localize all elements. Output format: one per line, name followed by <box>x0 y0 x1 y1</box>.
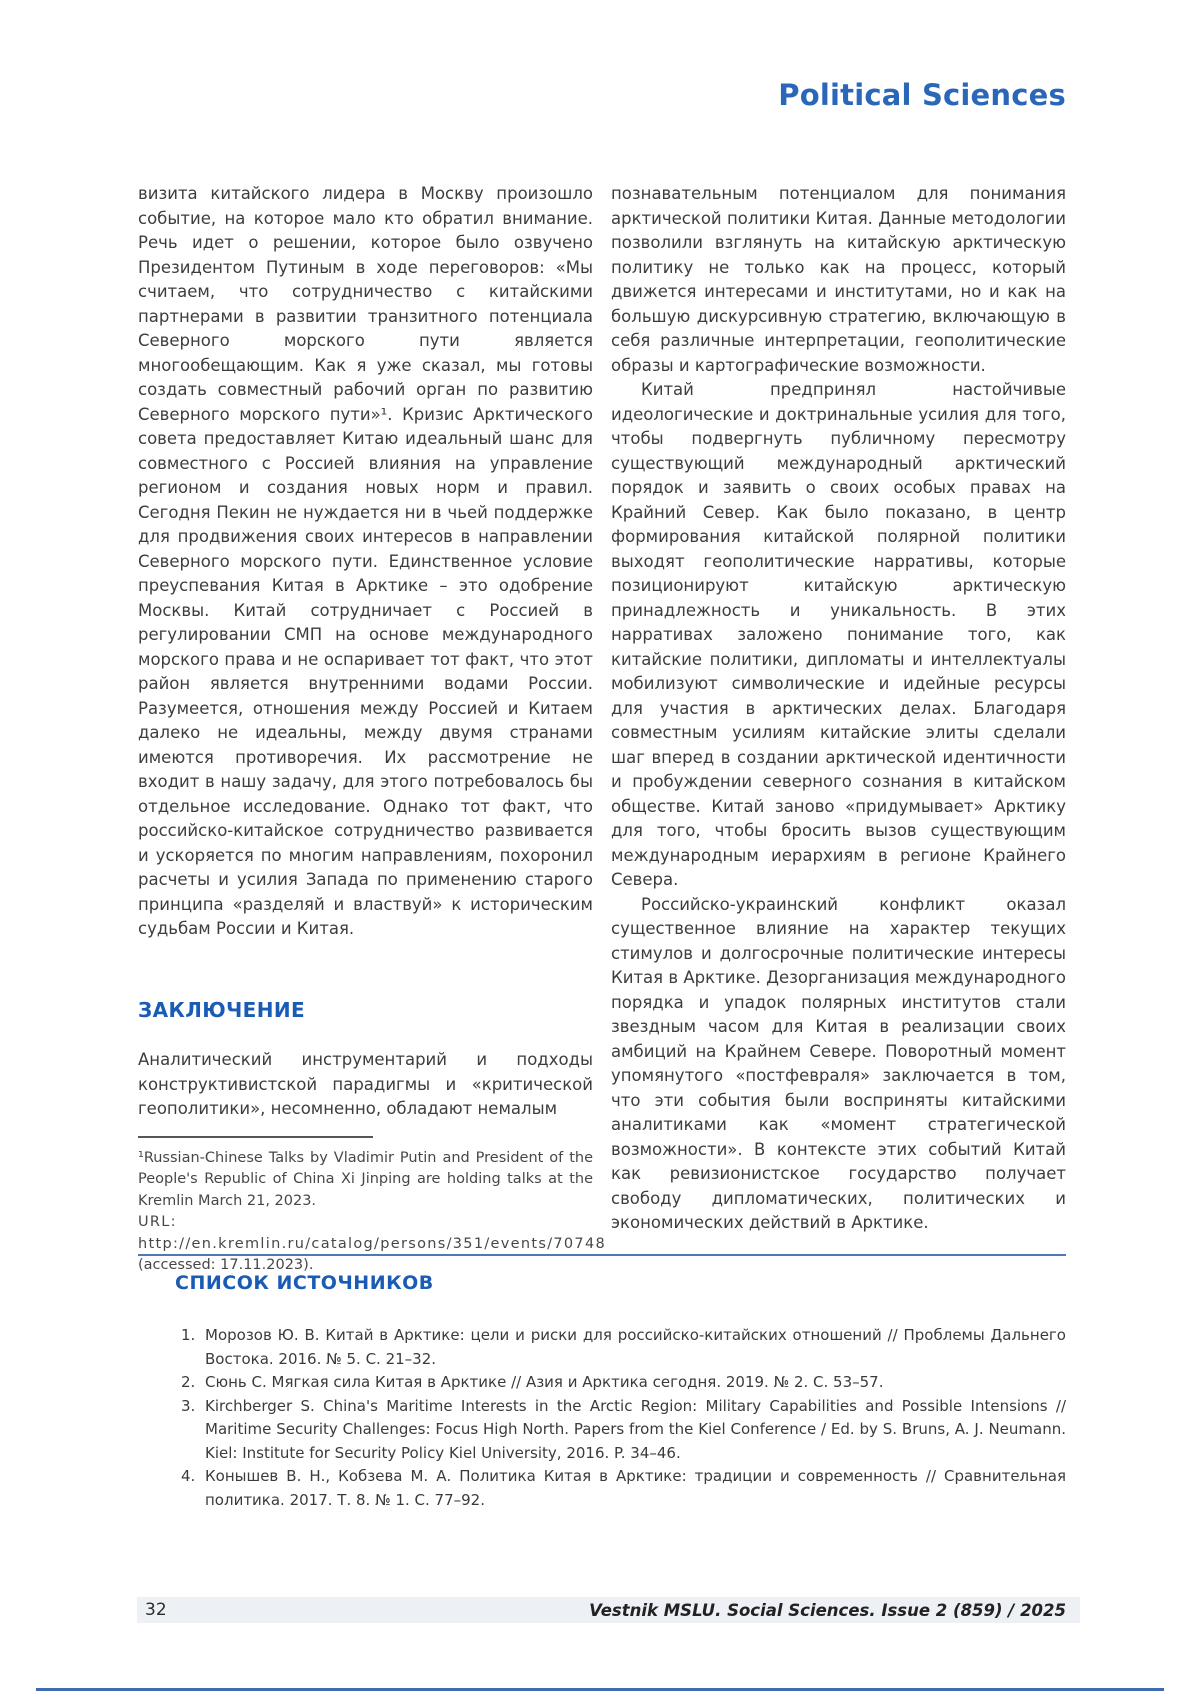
reference-number: 1. <box>181 1326 196 1344</box>
reference-number: 2. <box>181 1373 196 1391</box>
page-number: 32 <box>145 1600 167 1620</box>
reference-item <box>175 1324 1066 1371</box>
body-paragraph: Китай предпринял настойчивые идеологические и доктринальные усилия для того, чтобы подвергнуть публичному пересмотру существующий международный арктический порядок и заявить о своих особых правах на Крайний Север. Как было показано, в центр формирования китайской полярной политики выходят геополитические нарративы, которые позиционируют китайскую арктическую принадлежность и уникальность. В этих нарративах заложено понимание того, как китайские политики, дипломаты и интеллектуалы мобилизуют символические и идейные ресурсы для участия в арктических делах. Благодаря совместным усилиям китайские элиты сделали шаг вперед в создании арктической идентичности и пробуждении северного сознания в китайском обществе. Китай заново «придумывает» Арктику для того, чтобы бросить вызов существующим международным иерархиям в регионе Крайнего Севера. <box>611 380 1066 889</box>
bottom-border-line <box>36 1688 1164 1691</box>
reference-number: 3. <box>181 1396 196 1415</box>
sources-divider <box>138 1254 1066 1256</box>
reference-text: Kirchberger S. China's Maritime Interests in the Arctic Region: Military Capabilities and Possible Intensions // Maritime Security Challenges: Focus High North. Papers from the Kiel Conference / Ed. by S. Bruns, A. J. Neumann. Kiel: Institute for Security Policy Kiel University, 2016. P. 34–46. <box>205 1396 1066 1462</box>
reference-list <box>175 1324 1066 1512</box>
left-column <box>138 182 607 1277</box>
body-paragraph: Российско-украинский конфликт оказал существенное влияние на характер текущих стимулов и долгосрочные политические интересы Китая в Арктике. Дезорганизация международного порядка и упадок полярных институтов стали звездным часом для Китая в реализации своих амбиций на Крайнем Севере. Поворотный момент упомянутого «постфевраля» заключается в том, что эти события были восприняты китайскими аналитиками как «момент стратегической возможности». В контексте этих событий Китай как ревизионистское государство получает свободу дипломатических, политических и экономических действий в Арктике. <box>611 894 1066 1232</box>
article-columns <box>138 182 1066 1277</box>
body-paragraph: визита китайского лидера в Москву произошло событие, на которое мало кто обратил внимание. Речь идет о решении, которое было озвучено Президентом Путиным в ходе переговоров: «Мы считаем, что сотрудничество с китайскими партнерами в развитии транзитного потенциала Северного морского пути является многообещающим. Как я уже сказал, мы готовы создать совместный рабочий орган по развитию Северного морского пути»¹. Кризис Арктического совета предоставляет Китаю идеальный шанс для совместного с Россией влияния на управление регионом и создания новых норм и правил. Сегодня Пекин не нуждается ни в чьей поддержке для продвижения своих интересов в направлении Северного морского пути. Единственное условие преуспевания Китая в Арктике – это одобрение Москвы. Китай сотрудничает с Россией в регулировании СМП на основе международного морского права и не оспаривает тот факт, что этот район является внутренними водами России. Разумеется, отношения между Россией и Китаем далеко не идеальны, между двумя странами имеются противоречия. Их рассмотрение не входит в нашу задачу, для этого потребовалось бы отдельное исследование. Однако тот факт, что российско-китайское сотрудничество развивается и ускоряется по многим направлениям, похоронил расчеты и усилия Запада по применению старого принципа «разделяй и властвуй» к историческим судьбам России и Китая. <box>138 184 593 938</box>
sources-heading: СПИСОК ИСТОЧНИКОВ <box>175 1272 434 1294</box>
reference-text: Сюнь С. Мягкая сила Китая в Арктике // Азия и Арктика сегодня. 2019. № 2. С. 53–57. <box>205 1373 884 1391</box>
reference-text: Морозов Ю. В. Китай в Арктике: цели и риски для российско-китайских отношений // Проблемы Дальнего Востока. 2016. № 5. С. 21–32. <box>205 1326 1066 1368</box>
right-column <box>611 182 1066 1277</box>
reference-item <box>175 1395 1066 1466</box>
sources-section <box>138 1254 1066 1512</box>
page-footer <box>137 1597 1080 1623</box>
reference-number: 4. <box>181 1467 196 1485</box>
footnote-accessed-line: (accessed: 17.11.2023). <box>138 1257 314 1273</box>
section-header-title: Political Sciences <box>778 78 1066 112</box>
reference-text: Конышев В. Н., Кобзева М. А. Политика Китая в Арктике: традиции и современность // Сравнительная политика. 2017. Т. 8. № 1. С. 77–92. <box>205 1467 1066 1509</box>
body-paragraph: познавательным потенциалом для понимания арктической политики Китая. Данные методологии позволили взглянуть на китайскую арктическую политику не только как на процесс, который движется интересами и институтами, но и как на большую дискурсивную стратегию, включающую в себя различные интерпретации, геополитические образы и картографические возможности. <box>611 184 1066 375</box>
footnote-url-line: URL: http://en.kremlin.ru/catalog/persons/351/events/70748 <box>138 1214 607 1252</box>
reference-item <box>175 1371 1066 1395</box>
conclusion-heading: ЗАКЛЮЧЕНИЕ <box>138 997 306 1022</box>
body-paragraph: Аналитический инструментарий и подходы конструктивистской парадигмы и «критической геополитики», несомненно, обладают немалым <box>138 1050 593 1118</box>
journal-title: Vestnik MSLU. Social Sciences. Issue 2 (859) / 2025 <box>589 1600 1066 1620</box>
footnote-note: ¹Russian-Chinese Talks by Vladimir Putin and President of the People's Republic of China Xi Jinping are holding talks at the Kremlin March 21, 2023. <box>138 1149 593 1209</box>
reference-item <box>175 1465 1066 1512</box>
footnote-separator <box>138 1136 373 1138</box>
